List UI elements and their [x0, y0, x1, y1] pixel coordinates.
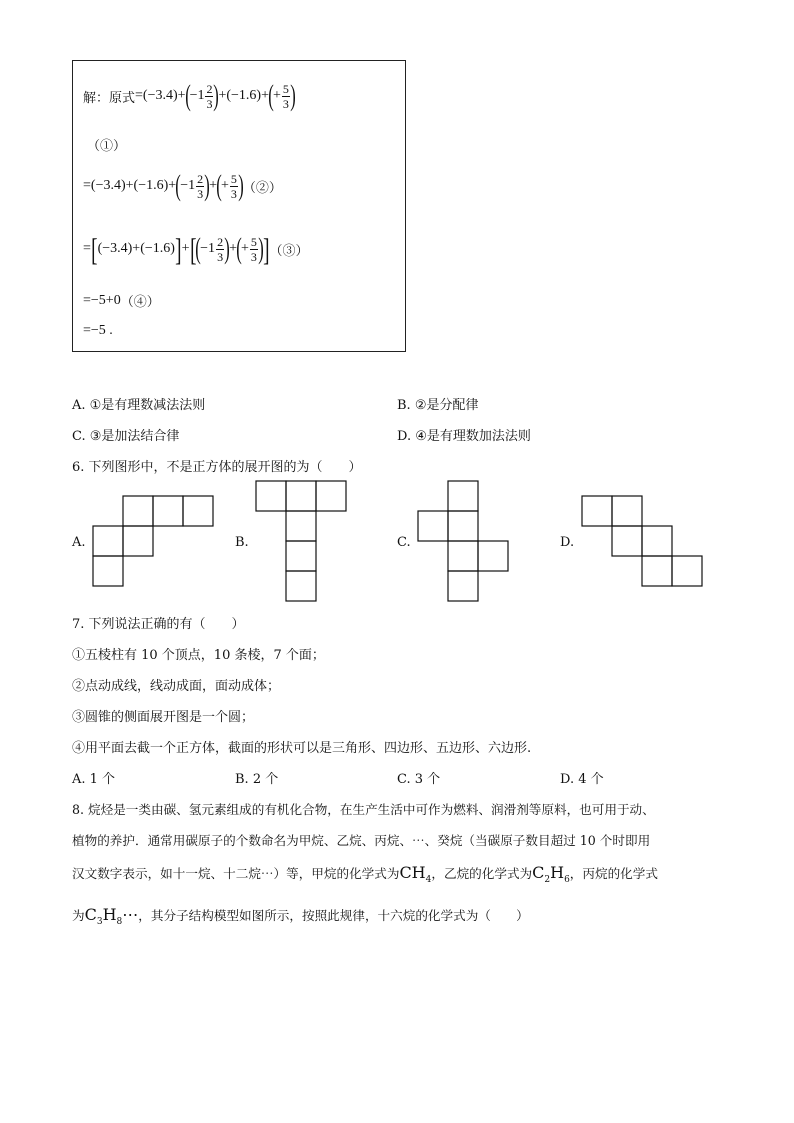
- step-4-label: （④）: [120, 294, 160, 309]
- term-b-int: −1: [189, 88, 205, 103]
- solution-line-1: 解：原式 = (−3.4) + ( −1 $\frac{2}{3}$ ) + (−1.6) + ( + $\frac{5}{3}$ ): [83, 79, 296, 112]
- q6-option-c[interactable]: C.: [397, 535, 411, 550]
- formula-c3h8: $C_3H_8\cdots$: [84, 905, 139, 928]
- q6-option-a[interactable]: A.: [72, 535, 86, 550]
- step-2-label: （②）: [242, 179, 282, 195]
- q5-option-c[interactable]: C. ③是加法结合律: [72, 429, 180, 444]
- q5-option-b[interactable]: B. ②是分配律: [397, 398, 479, 413]
- solution-line-5: = −5 .: [83, 323, 113, 338]
- q8-line-2: 植物的养护．通常用碳原子的个数命名为甲烷、乙烷、丙烷、⋯、癸烷（当碳原子数目超过 10 个时即用: [72, 833, 651, 848]
- q7-option-a[interactable]: A. 1 个: [72, 772, 116, 787]
- net-d: [582, 496, 702, 586]
- q7-option-d[interactable]: D. 4 个: [560, 772, 604, 787]
- step-1-label: （①）: [87, 139, 127, 154]
- term-c: (−1.6): [226, 88, 262, 103]
- net-c: [418, 481, 508, 601]
- net-a: [93, 496, 213, 586]
- q6-option-d[interactable]: D.: [560, 535, 575, 550]
- term-a: (−3.4): [142, 88, 178, 103]
- q5-option-d[interactable]: D. ④是有理数加法法则: [397, 429, 531, 444]
- q8-line-1: 8. 烷烃是一类由碳、氢元素组成的有机化合物，在生产生活中可作为燃料、润滑剂等原料，也可用于动、: [72, 802, 655, 817]
- q5-option-a[interactable]: A. ①是有理数减法法则: [72, 398, 206, 413]
- formula-c2h6: $C_2H_6$: [532, 863, 570, 886]
- q7-statement-3: ③圆锥的侧面展开图是一个圆；: [72, 710, 255, 725]
- q6-stem: 6. 下列图形中，不是正方体的展开图的为（ ）: [72, 460, 362, 475]
- formula-ch4: $CH_4$: [399, 863, 432, 886]
- q7-stem: 7. 下列说法正确的有（ ）: [72, 617, 245, 632]
- q7-statement-4: ④用平面去截一个正方体，截面的形状可以是三角形、四边形、五边形、六边形.: [72, 741, 532, 756]
- q6-option-b[interactable]: B.: [235, 535, 249, 550]
- q7-statement-2: ②点动成线，线动成面，面动成体；: [72, 679, 281, 694]
- fraction-b: $\frac{2}{3}$: [206, 81, 213, 111]
- q8-line-4: 为 $C_3H_8\cdots$ ，其分子结构模型如图所示，按照此规律，十六烷的化学式为（ ）: [72, 905, 529, 928]
- solution-label: 解：原式: [83, 89, 136, 105]
- q7-option-b[interactable]: B. 2 个: [235, 772, 279, 787]
- q8-line-3: 汉文数字表示，如十一烷、十二烷⋯）等，甲烷的化学式为 $CH_4$ ，乙烷的化学式为 $C_2H_6$ ，丙烷的化学式: [72, 863, 658, 886]
- solution-line-4: = −5+0 （④）: [83, 292, 160, 309]
- q7-statement-1: ①五棱柱有 10 个顶点，10 条棱，7 个面；: [72, 648, 325, 663]
- solution-line-2: = (−3.4) + (−1.6) + ( −1 $\frac{2}{3}$ ) + ( + $\frac{5}{3}$ ) （②）: [83, 169, 282, 202]
- net-b: [256, 481, 346, 601]
- solution-line-3: = [ (−3.4) + (−1.6) ] + [ ( −1 $\frac{2}{3}$ ) + ( + $\frac{5}{3}$ ) ] （③）: [83, 231, 309, 267]
- fraction-d: $\frac{5}{3}$: [282, 81, 289, 111]
- q7-option-c[interactable]: C. 3 个: [397, 772, 441, 787]
- step-3-label: （③）: [269, 242, 309, 258]
